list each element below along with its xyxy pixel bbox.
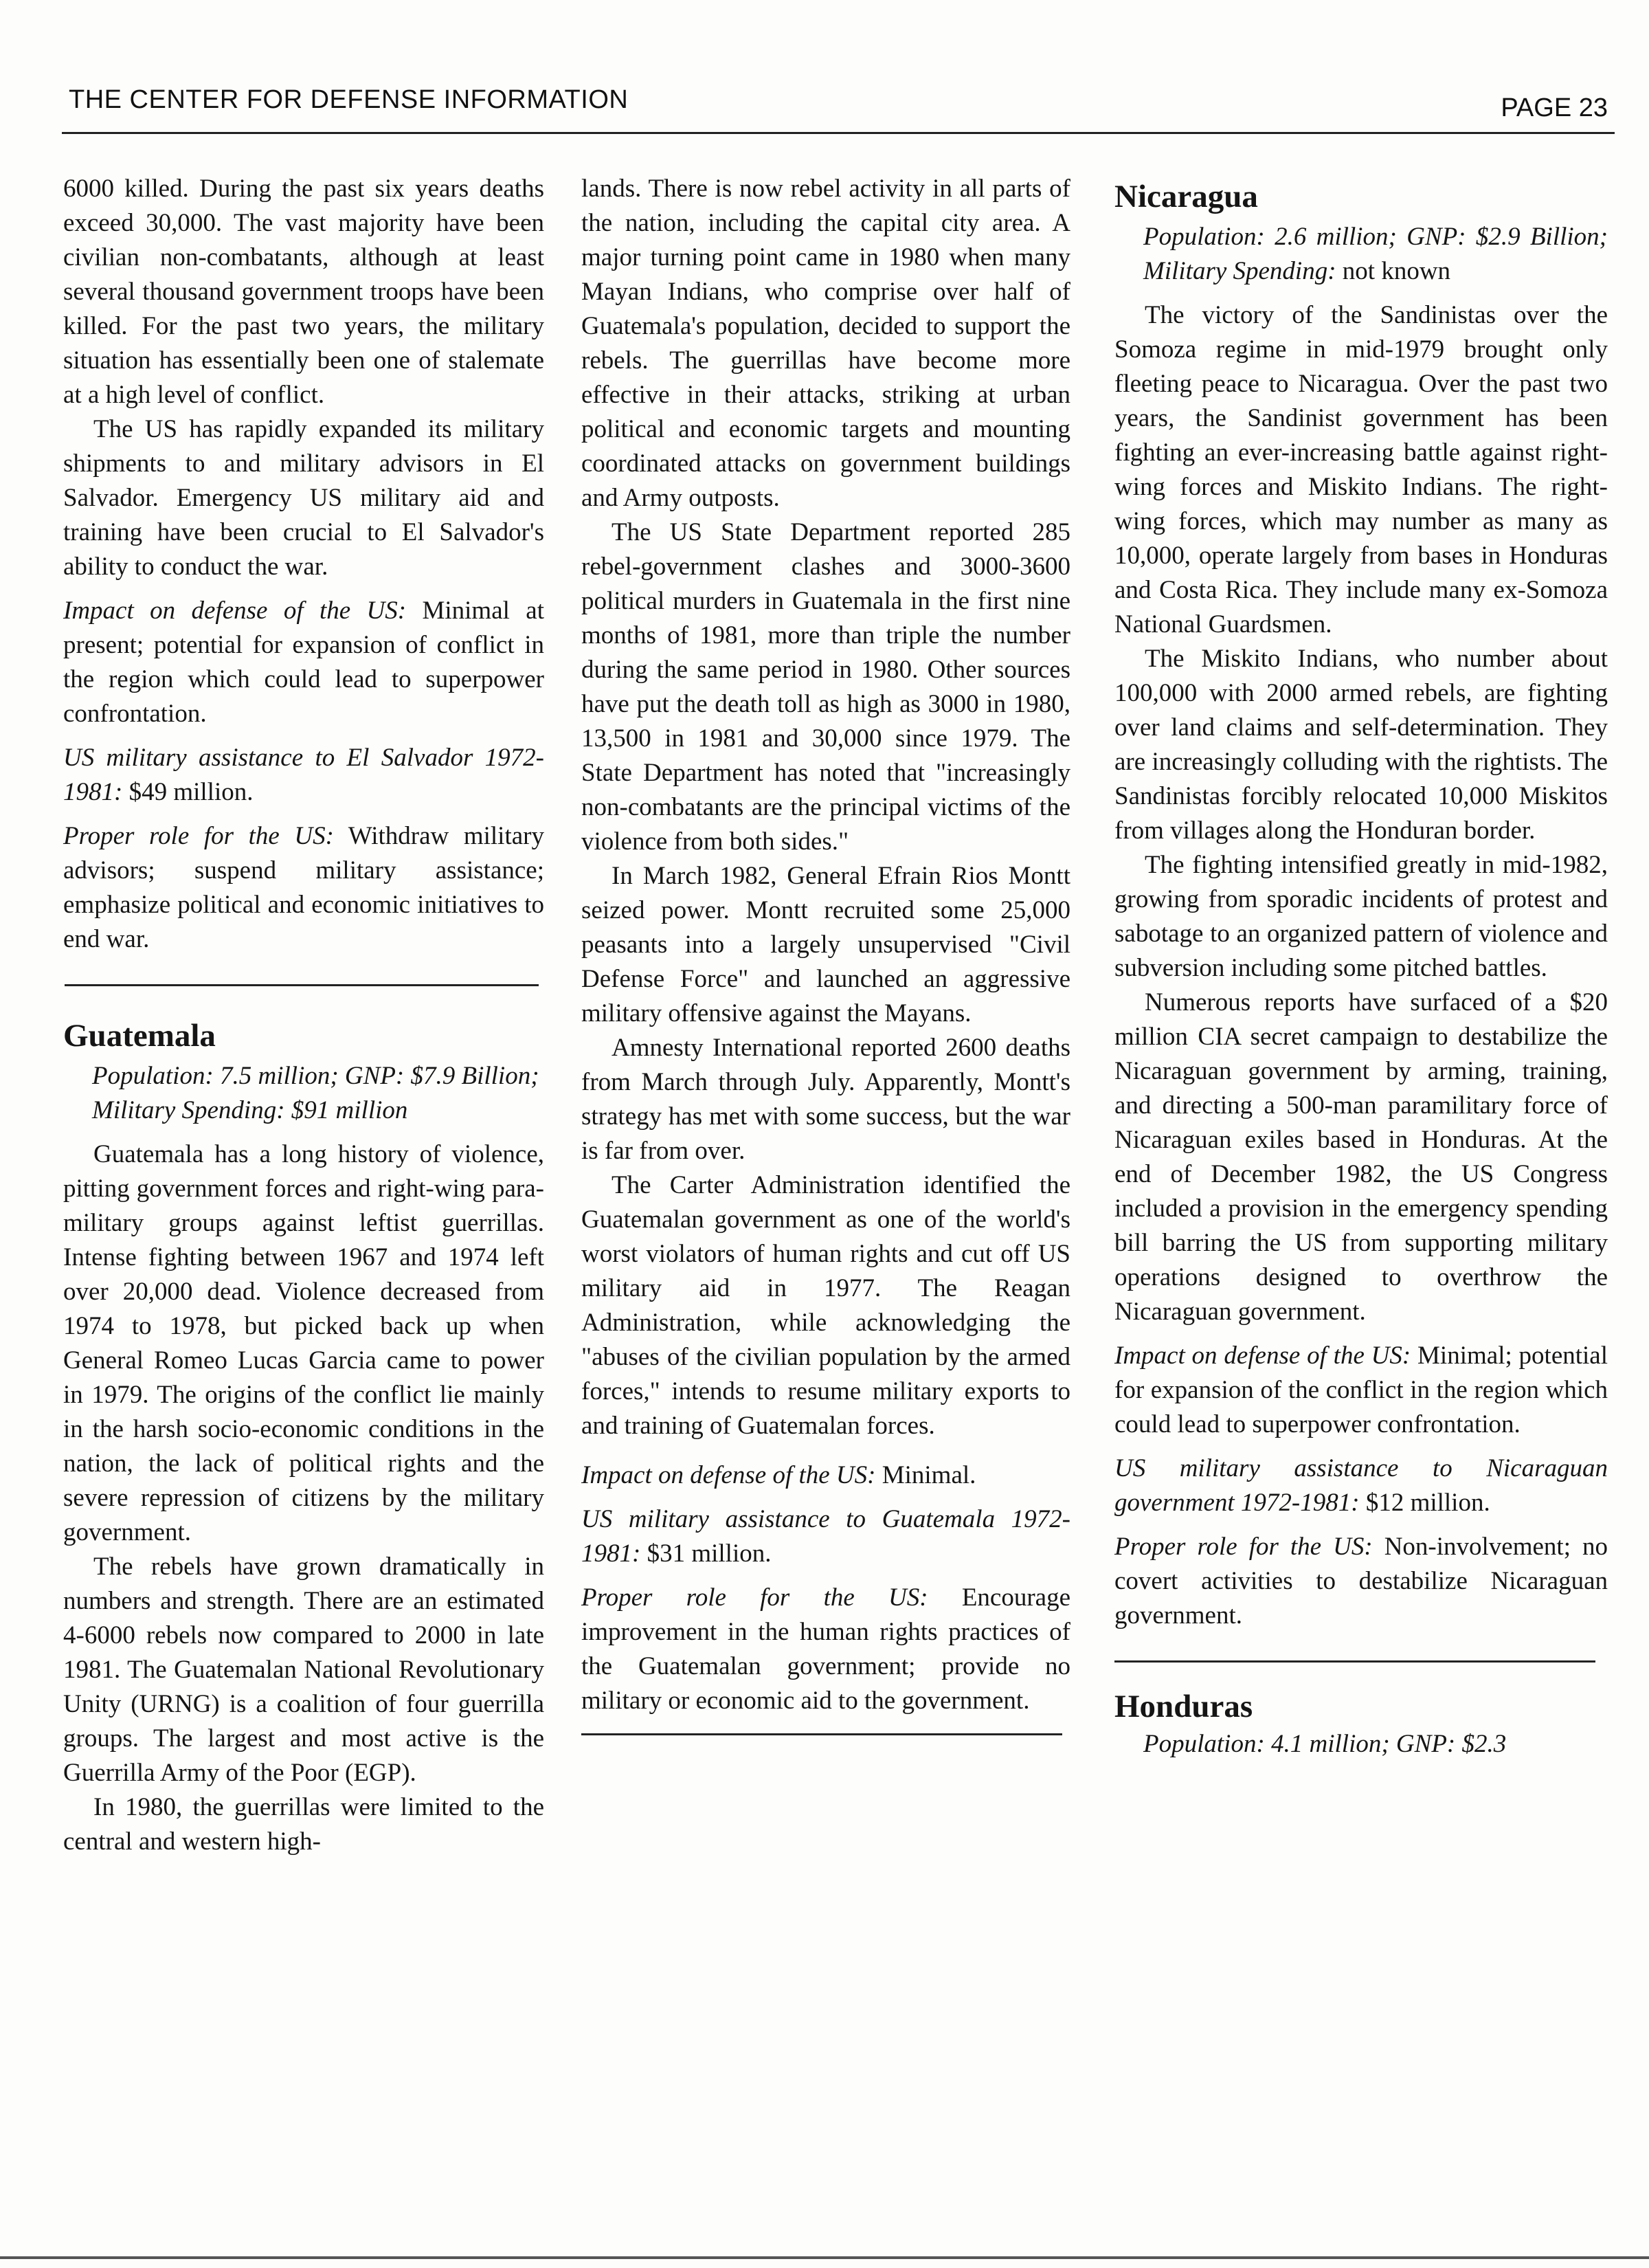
impact-label: Impact on defense of the US:: [581, 1461, 876, 1489]
aid-entry: [63, 741, 544, 810]
paragraph: The victory of the Sandinistas over the Somoza regime in mid-1979 brought only fleeting peace to Nicaragua. Over the past two years, the Sandinist government has been fighting an ever-increasing battle against right-wing forces and Miskito Indians. The right-wing forces, which may number as many as 10,000, operate largely from bases in Honduras and Costa Rica. They include many ex-Somoza National Guardsmen.: [1114, 301, 1608, 638]
role-label: Proper role for the US:: [1114, 1533, 1373, 1561]
role-entry: [581, 1581, 1070, 1718]
aid-label: US military assistance to Nicaraguan government 1972-1981:: [1114, 1454, 1608, 1517]
role-label: Proper role for the US:: [63, 822, 334, 850]
impact-text: Minimal at present; potential for expansion of conflict in the region which could lead to superpower confrontation.: [63, 597, 544, 728]
section-heading-guatemala: Guatemala: [63, 1018, 216, 1054]
country-statistics-italic: Population: 2.6 million; GNP: $2.9 Billion; Military Spending:: [1143, 223, 1608, 285]
section-rule: [1114, 1660, 1595, 1663]
impact-text: Minimal; potential for expansion of the conflict in the region which could lead to superpower confrontation.: [1114, 1342, 1608, 1438]
impact-label: Impact on defense of the US:: [1114, 1342, 1411, 1370]
paragraph: The Miskito Indians, who number about 100,000 with 2000 armed rebels, are fighting over land claims and self-determination. They are increasingly colluding with the rightists. The Sandinistas forcibly relocated 10,000 Miskitos from villages along the Honduran border.: [1114, 645, 1608, 845]
country-statistics: Population: 7.5 million; GNP: $7.9 Billion; Military Spending: $91 million: [92, 1062, 539, 1124]
footer-edge: [0, 2256, 1649, 2259]
aid-label: US military assistance to Guatemala 1972-1981:: [581, 1505, 1070, 1568]
impact-entry: [1114, 1339, 1608, 1442]
impact-label: Impact on defense of the US:: [63, 597, 407, 625]
paragraph: The Carter Administration identified the Guatemalan government as one of the world's worst violators of human rights and cut off US military aid in 1977. The Reagan Administration, while acknowledging the "abuses of the civilian population by the armed forces," intends to resume military exports to and training of Guatemalan forces.: [581, 1171, 1070, 1440]
paragraph: The US State Department reported 285 rebel-government clashes and 3000-3600 political murders in Guatemala in the first nine months of 1981, more than triple the number during the same period in 1980. Other sources have put the death toll as high as 3000 in 1980, 13,500 in 1981 and 30,000 since 1979. The State Department has noted that "increasingly non-combatants are the principal victims of the violence from both sides.": [581, 518, 1070, 856]
impact-text: Minimal.: [882, 1461, 976, 1489]
impact-entry: [581, 1458, 1070, 1493]
section-heading-honduras: Honduras: [1114, 1689, 1253, 1724]
column-2: [581, 172, 1070, 1735]
running-header-title: THE CENTER FOR DEFENSE INFORMATION: [69, 85, 629, 114]
paragraph: In March 1982, General Efrain Rios Montt seized power. Montt recruited some 25,000 peasants into a largely unsupervised "Civil Defense Force" and launched an aggressive military offensive against the Mayans.: [581, 862, 1070, 1027]
paragraph: Numerous reports have surfaced of a $20 million CIA secret campaign to destabilize the Nicaraguan government by arming, training, and directing a 500-man paramilitary force of Nicaraguan exiles based in Honduras. At the end of December 1982, the US Congress included a provision in the emergency spending bill barring the US from supporting military operations designed to overthrow the Nicaraguan government.: [1114, 988, 1608, 1326]
impact-entry: [63, 594, 544, 731]
paragraph: In 1980, the guerrillas were limited to the central and western high-: [63, 1793, 544, 1856]
header-rule: [62, 132, 1615, 134]
section-heading-nicaragua: Nicaragua: [1114, 179, 1258, 214]
country-statistics-plain: not known: [1342, 257, 1451, 285]
paragraph: Guatemala has a long history of violence, pitting government forces and right-wing para-military groups against leftist guerrillas. Intense fighting between 1967 and 1974 left over 20,000 dead. Violence decreased from 1974 to 1978, but picked back up when General Romeo Lucas Garcia came to power in 1979. The origins of the conflict lie mainly in the harsh socio-economic conditions in the nation, the lack of political rights and the severe repression of citizens by the military government.: [63, 1140, 544, 1546]
country-statistics: [1114, 220, 1608, 289]
aid-text: $31 million.: [647, 1539, 772, 1568]
country-statistics: Population: 4.1 million; GNP: $2.3: [1143, 1730, 1507, 1758]
aid-entry: [1114, 1452, 1608, 1520]
role-entry: [1114, 1530, 1608, 1633]
paragraph: lands. There is now rebel activity in all parts of the nation, including the capital city area. A major turning point came in 1980 when many Mayan Indians, who comprise over half of Guatemala's population, decided to support the rebels. The guerrillas have become more effective in their attacks, striking at urban political and economic targets and mounting coordinated attacks on government buildings and Army outposts.: [581, 175, 1070, 512]
role-label: Proper role for the US:: [581, 1583, 928, 1612]
column-1: [63, 172, 544, 1859]
role-text: Non-involvement; no covert activities to destabilize Nicaraguan government.: [1114, 1533, 1608, 1630]
paragraph: The US has rapidly expanded its military shipments to and military advisors in El Salvador. Emergency US military aid and training have been crucial to El Salvador's ability to conduct the war.: [63, 415, 544, 581]
section-rule: [581, 1733, 1062, 1735]
column-3: [1114, 172, 1608, 1761]
paragraph: 6000 killed. During the past six years deaths exceed 30,000. The vast majority have been civilian non-combatants, although at least several thousand government troops have been killed. For the past two years, the military situation has essentially been one of stalemate at a high level of conflict.: [63, 175, 544, 409]
paragraph: The rebels have grown dramatically in numbers and strength. There are an estimated 4-6000 rebels now compared to 2000 in late 1981. The Guatemalan National Revolutionary Unity (URNG) is a coalition of four guerrilla groups. The largest and most active is the Guerrilla Army of the Poor (EGP).: [63, 1553, 544, 1787]
aid-text: $49 million.: [128, 778, 254, 806]
role-text: Encourage improvement in the human rights practices of the Guatemalan government; provide no military or economic aid to the government.: [581, 1583, 1071, 1715]
aid-text: $12 million.: [1365, 1489, 1490, 1517]
paragraph: The fighting intensified greatly in mid-1982, growing from sporadic incidents of protest and sabotage to an organized pattern of violence and subversion including some pitched battles.: [1114, 851, 1608, 982]
aid-entry: [581, 1502, 1070, 1571]
role-text: Withdraw military advisors; suspend military assistance; emphasize political and economic initiatives to end war.: [63, 822, 544, 953]
aid-label: US military assistance to El Salvador 1972-1981:: [63, 744, 544, 806]
role-entry: [63, 819, 544, 957]
page-number: PAGE 23: [1501, 93, 1608, 122]
section-rule: [65, 984, 539, 986]
paragraph: Amnesty International reported 2600 deaths from March through July. Apparently, Montt's strategy has met with some success, but the war is far from over.: [581, 1034, 1070, 1165]
